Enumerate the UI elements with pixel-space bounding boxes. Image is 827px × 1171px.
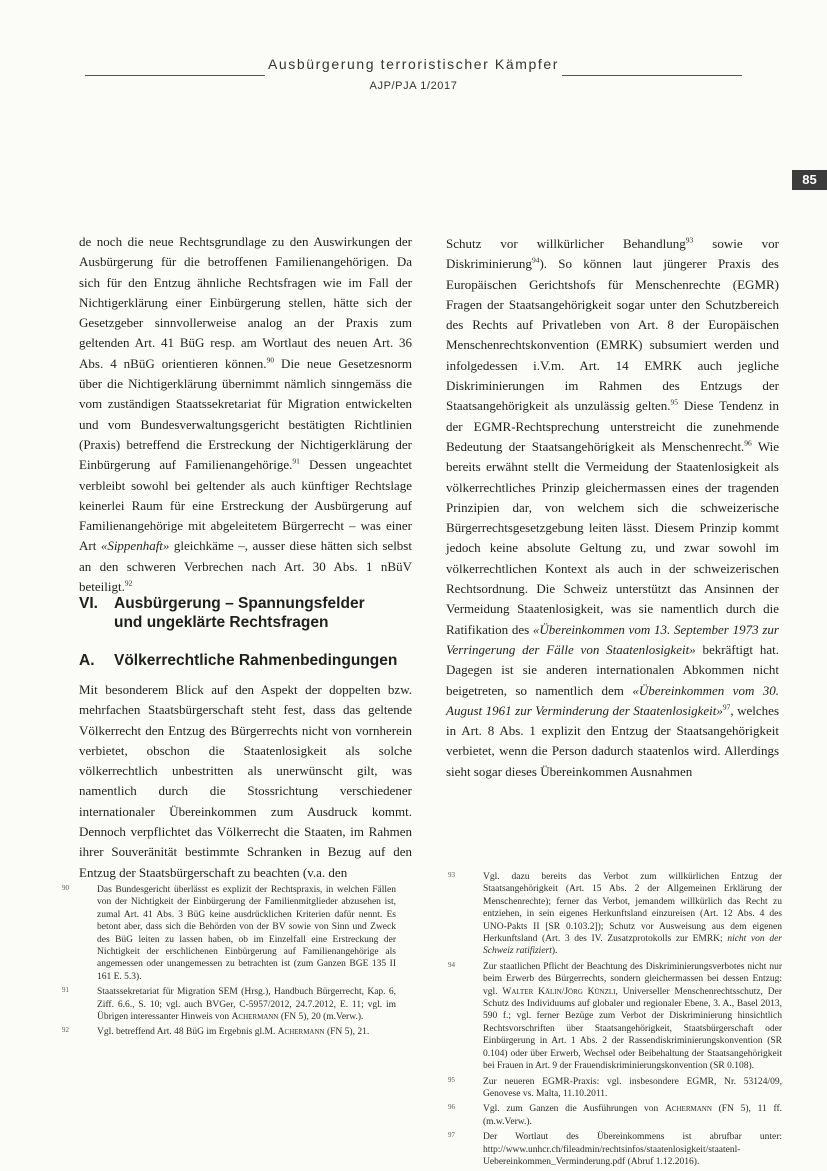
text-run: ). So können laut jüngerer Praxis des Europäischen Gerichtshofs für Menschenrechte (EGMR) Fragen der Staatsangehörigkeit sogar unter den Schutzbereich des Rechts auf Privatleben von Art. 8 der Europäischen Menschenrechtskonvention (EMRK) subsumiert werden und infolgedessen i.V.m. Art. 14 EMRK auch jegliche Diskriminierungen im Rahmen des Entzugs der Staatsangehörigkeit als unzulässig gelten. [446,256,779,414]
text-run: ). [551,946,558,957]
text-run: gleichkäme –, ausser diese hätten sich selbst an den schweren Verbrechen nach Art. 30 Abs. 1 nBüV beteiligt. [79,538,412,595]
text-run: , Universeller Menschenrechtsschutz, Der Schutz des Individuums auf globaler und regionaler Ebene, 3. A., Basel 2013, 590 f.; vgl. ferner Bezüge zum Verbot der Diskriminierung hinsichtlich Rechtsvorschriften über Staatsangehörigkeit, Staatsbürgerschaft oder Einbürgerung in Art. 1 Abs. 2 der Rassendiskriminierungskonvention (SR 0.104) oder über Erwerb, Wechsel oder Beibehaltung der Staatsangehörigkeit bei Frauen in Art. 9 der Frauendiskriminierungskonvention (SR 0.108). [483,986,782,1072]
footnote [448,960,782,1073]
author-name: Achermann [664,1104,712,1115]
text-run: Der Wortlaut des Übereinkommens ist abrufbar unter: http://www.unhcr.ch/fileadmin/rechtsinfos/staatenlosigkeit/staatenl-Uebereinkommen_Verminderung.pdf (Abruf 1.12.2016). [483,1132,782,1167]
text-run: Vgl. zum Ganzen die Ausführungen von [483,1104,665,1115]
left-column-top [79,232,412,597]
footnote [62,884,396,983]
left-column-bottom [79,680,412,883]
footnote-number: 96 [448,1103,455,1112]
footnote [62,986,396,1023]
italic-text: «Sippenhaft» [100,538,170,554]
footnote-ref: 96 [744,438,752,448]
footnote [448,1103,782,1128]
header-rule-right [562,75,742,76]
footnote-number: 97 [448,1131,455,1140]
footnote-ref: 94 [531,255,540,265]
subsection-number: A. [79,652,95,669]
section-title-line1: Ausbürgerung – Spannungsfelder [114,595,365,612]
footnote-ref: 91 [292,456,300,466]
footnote [448,1075,782,1101]
text-run: Vgl. dazu bereits das Verbot zum willkürlichen Entzug der Staatsangehörigkeit (Art. 15 Abs. 2 der Allgemeinen Erklärung der Menschenrechte); ferner das Verbot, jemandem willkürlich das Recht zu entziehen, in sein eigenes Herkunftsland einzureisen (Art. 12 Abs. 4 des UNO-Pakts II [SR 0.103.2]); Schutz vor Ausweisung aus dem eigenen Herkunftsland (Art. 3 des IV. Zusatzprotokolls zur EMRK; [483,872,782,945]
footnote-number: 93 [448,871,455,879]
text-run: Zur neueren EGMR-Praxis: vgl. insbesondere EGMR, Nr. 53124/09, Genovese vs. Malta, 11.10.2011. [483,1076,782,1099]
footnote-ref: 97 [722,702,731,712]
subsection-heading-a [79,651,412,670]
footnote-ref: 92 [124,578,133,588]
footnote-number: 90 [62,884,69,892]
text-run: Die neue Gesetzesnorm über die Nichtigerklärung übernimmt nämlich sinngemäss die vom zuständigen Staatssekretariat für Migration entwickelten und vom Bundesverwaltungsgericht bestätigten Richtlinien (Praxis) betreffend die Erstreckung der Nichtigerklärung der Einbürgerung auf Familienangehörige. [79,355,412,473]
footnote-number: 94 [448,960,455,969]
footnote-ref: 90 [266,355,275,365]
footnotes-left [62,884,396,1042]
text-run: Dessen ungeachtet verbleibt sowohl bei geltender als auch künftiger Rechtslage keinerlei Raum für eine Erstreckung der Ausbürgerung auf Familienangehörige mit abgeleitetem Bürgerrecht – was einer Art [79,457,412,554]
section-title-line2: und ungeklärte Rechtsfragen [114,614,329,631]
subsection-title: Völkerrechtliche Rahmenbedingungen [114,652,398,669]
footnote [448,1131,782,1168]
text-run: Wie bereits erwähnt stellt die Vermeidung der Staatenlosigkeit als völkerrechtliches Prinzip gleichermassen eines der tragenden Prinzipien dar, von welchem sich die schweizerische Bürgerrechtsgesetzgebung leiten lässt. Diesem Prinzip kommt jedoch keine absolute Geltung zu, und zwar sowohl im völkerrechtlichen Kontext als auch in der schweizerischen Rechtsordnung. Die Schweiz unterstützt das Ansinnen der Vermeidung Staatenlosigkeit, was sie namentlich durch die Ratifikation des [446,438,779,637]
text-run: , welches in Art. 8 Abs. 1 explizit den Entzug der Staatsangehörigkeit verbietet, wenn die Person dadurch staatenlos wird. Allerdings sieht sogar dieses Übereinkommen Ausnahmen [446,702,779,779]
text-run: (FN 5), 11 ff. (m.w.Verw.). [483,1104,782,1127]
italic-text: nicht von der Schweiz ratifiziert [483,934,782,957]
text-run: (FN 5), 20 (m.Verw.). [278,1012,364,1023]
text-run: Vgl. betreffend Art. 48 BüG im Ergebnis gl.M. [97,1027,278,1038]
author-name: Walter Kälin/Jörg Künzli [502,986,616,997]
footnote [448,871,782,958]
footnote-number: 92 [62,1026,69,1035]
text-run: de noch die neue Rechtsgrundlage zu den Auswirkungen der Ausbürgerung für die betroffenen Familienangehörigen. Da sich für den Entzug ähnliche Rechtsfragen wie im Fall der Nichtigerklärung einer Einbürgerung stellen, hätte sich der Gesetzgeber sinnvollerweise analog an der Praxis zum geltenden Art. 41 BüG resp. am Wortlaut des neuen Art. 36 Abs. 4 nBüG orientieren können. [79,234,412,371]
body-paragraph [79,680,412,883]
text-run: (FN 5), 21. [324,1027,370,1038]
footnote-number: 91 [62,986,69,995]
body-paragraph [79,232,412,597]
footnote [62,1026,396,1038]
footnote-number: 95 [448,1075,455,1084]
text-run: Diese Tendenz in der EGMR-Rechtsprechung unterstreicht die zunehmende Bedeutung der Staatsangehörigkeit als Menschenrecht. [446,398,779,454]
italic-text: «Übereinkommen vom 13. September 1973 zur Verringerung der Fälle von Staatenlosigkeit» [446,621,779,657]
section-heading-vi [79,594,412,632]
text-run: sowie vor Diskriminierung [446,236,779,272]
footnote-ref: 93 [685,235,694,245]
journal-issue: AJP/PJA 1/2017 [369,80,458,92]
text-run: Mit besonderem Blick auf den Aspekt der doppelten bzw. mehrfachen Staatsbürgerschaft steht fest, dass das geltende Völkerrecht den Entzug des Bürgerrechts nicht von vornherein verbietet, obschon die Staatenlosigkeit als solche völkerrechtlich unbestritten als unerwünscht gilt, was namentlich durch die Stossrichtung verschiedener internationaler Übereinkommen zum Ausdruck kommt. Dennoch verpflichtet das Völkerrecht die Staaten, im Rahmen ihrer Souveränität bestimmte Schranken in Bezug auf den Entzug der Staatsbürgerschaft zu beachten (v.a. den [79,682,412,880]
author-name: Achermann [277,1027,325,1038]
footnotes-right [448,871,782,1171]
page-number-badge: 85 [792,170,827,190]
text-run: Das Bundesgericht überlässt es explizit der Rechtspraxis, in welchen Fällen von der Nichtigkeit der Einbürgerung der Familienmitglieder abzusehen ist, zumal Art. 41 Abs. 3 BüG keine ausdrücklichen Kriterien dafür nennt. Es betont aber, dass sich die Behörden von der BV sowie von Sinn und Zweck des BüG leiten zu lassen haben, ob im Einzelfall eine Erstreckung der Nichtigkeit der erschlichenen Einbürgerung auf Familienangehörige als angemessen oder unangemessen zu betrachten ist (zum Ganzen BGE 135 II 161 E. 5.3). [97,885,396,982]
text-run: Staatssekretariat für Migration SEM (Hrsg.), Handbuch Bürgerrecht, Kap. 6, Ziff. 6.6., S. 10; vgl. auch BVGer, C-5957/2012, 24.7.2012, E. 11; vgl. im Übrigen interessanter Hinweis von [97,987,396,1023]
right-column [446,234,779,782]
text-run: bekräftigt hat. Dagegen ist sie anderen internationalen Abkommen nicht beigetreten, so namentlich dem [446,641,779,698]
running-header-title: Ausbürgerung terroristischer Kämpfer [267,56,560,72]
author-name: Achermann [231,1012,279,1023]
text-run: Schutz vor willkürlicher Behandlung [446,236,686,251]
footnote-ref: 95 [670,398,679,408]
section-number: VI. [79,595,98,612]
header-rule-left [85,75,265,76]
body-paragraph [446,234,779,782]
text-run: Zur staatlichen Pflicht der Beachtung des Diskriminierungsverbotes nicht nur beim Erwerb des Bürgerrechts, sondern gleichermassen bei dessen Entzug: vgl. [483,961,782,997]
italic-text: «Übereinkommen vom 30. August 1961 zur Verminderung der Staatenlosigkeit» [446,682,780,718]
